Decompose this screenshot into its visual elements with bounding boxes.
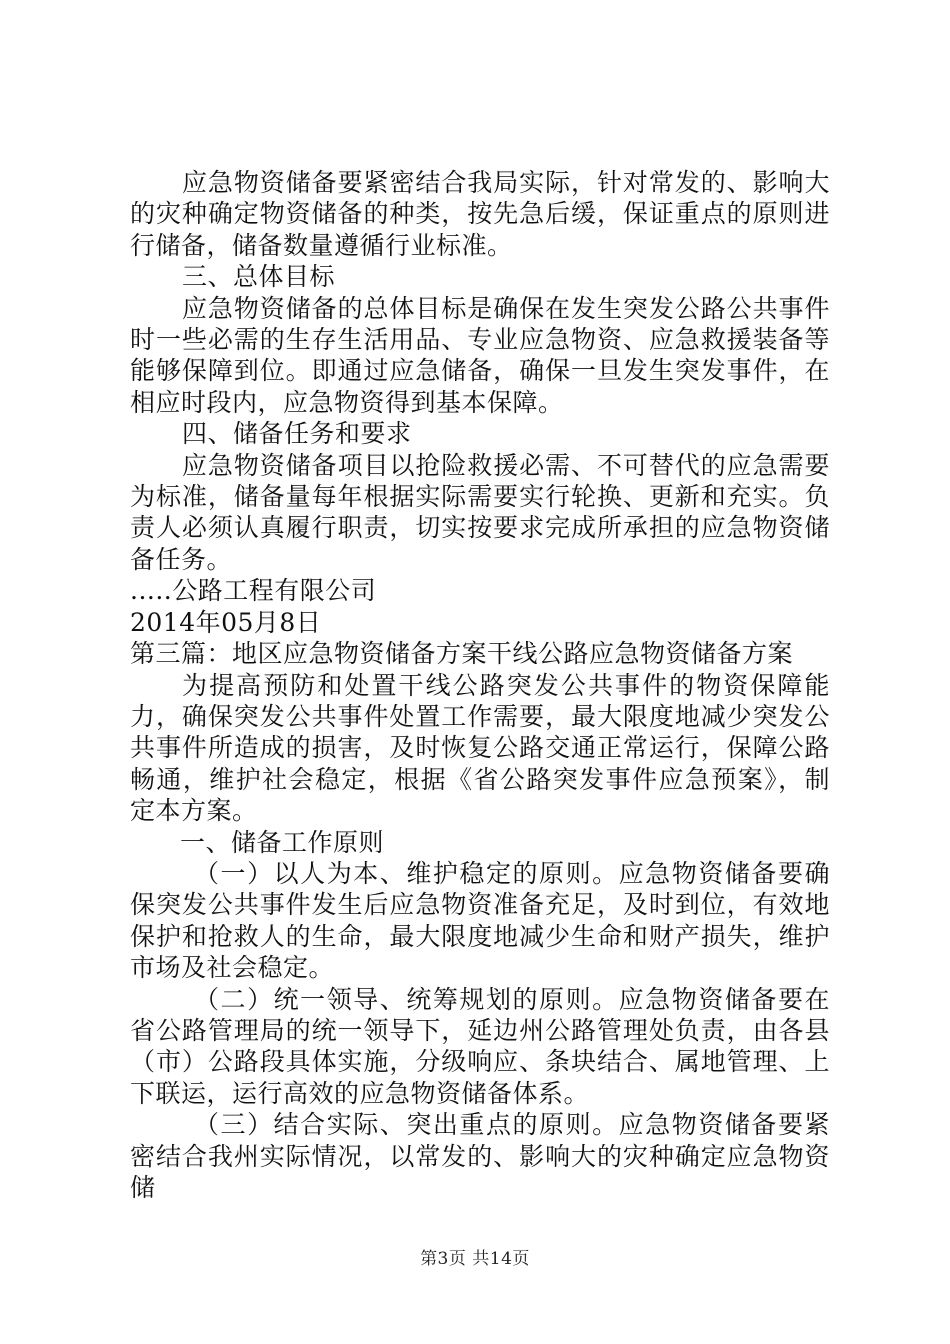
paragraph-tasks-requirements: 应急物资储备项目以抢险救援必需、不可替代的应急需要为标准，储备量每年根据实际需要实行轮换、更新和充实。负责人必须认真履行职责，切实按要求完成所承担的应急物资储备任务。 (130, 450, 830, 574)
paragraph-principle-three: （三）结合实际、突出重点的原则。应急物资储备要紧密结合我州实际情况，以常发的、影响大的灾种确定应急物资储 (130, 1110, 830, 1202)
page-number-footer: 第3页 共14页 (420, 1249, 530, 1269)
company-signature: .....公路工程有限公司 (130, 576, 377, 606)
heading-working-principles: 一、储备工作原则 (180, 827, 385, 857)
paragraph-overall-goal: 应急物资储备的总体目标是确保在发生突发公路公共事件时一些必需的生存生活用品、专业应急物资、应急救援装备等能够保障到位。即通过应急储备，确保一旦发生突发事件，在相应时段内，应急物资得到基本保障。 (130, 293, 830, 417)
document-body (130, 167, 830, 1203)
paragraph-storage-principle: 应急物资储备要紧密结合我局实际，针对常发的、影响大的灾种确定物资储备的种类，按先急后缓，保证重点的原则进行储备，储备数量遵循行业标准。 (130, 168, 830, 260)
paragraph-introduction: 为提高预防和处置干线公路突发公共事件的物资保障能力，确保突发公共事件处置工作需要，最大限度地减少突发公共事件所造成的损害，及时恢复公路交通正常运行，保障公路畅通，维护社会稳定，根据《省公路突发事件应急预案》，制定本方案。 (130, 670, 830, 826)
signature-date: 2014年05月8日 (130, 607, 322, 637)
paragraph-principle-one: （一）以人为本、维护稳定的原则。应急物资储备要确保突发公共事件发生后应急物资准备充足，及时到位，有效地保护和抢救人的生命，最大限度地减少生命和财产损失，维护市场及社会稳定。 (130, 858, 830, 983)
paragraph-principle-two: （二）统一领导、统筹规划的原则。应急物资储备要在省公路管理局的统一领导下，延边州公路管理处负责，由各县（市）公路段具体实施，分级响应、条块结合、属地管理、上下联运，运行高效的应急物资储备体系。 (130, 984, 830, 1108)
heading-overall-goal: 三、总体目标 (182, 262, 336, 292)
section-title-part-three: 第三篇：地区应急物资储备方案干线公路应急物资储备方案 (130, 639, 794, 669)
heading-tasks-requirements: 四、储备任务和要求 (182, 419, 412, 449)
